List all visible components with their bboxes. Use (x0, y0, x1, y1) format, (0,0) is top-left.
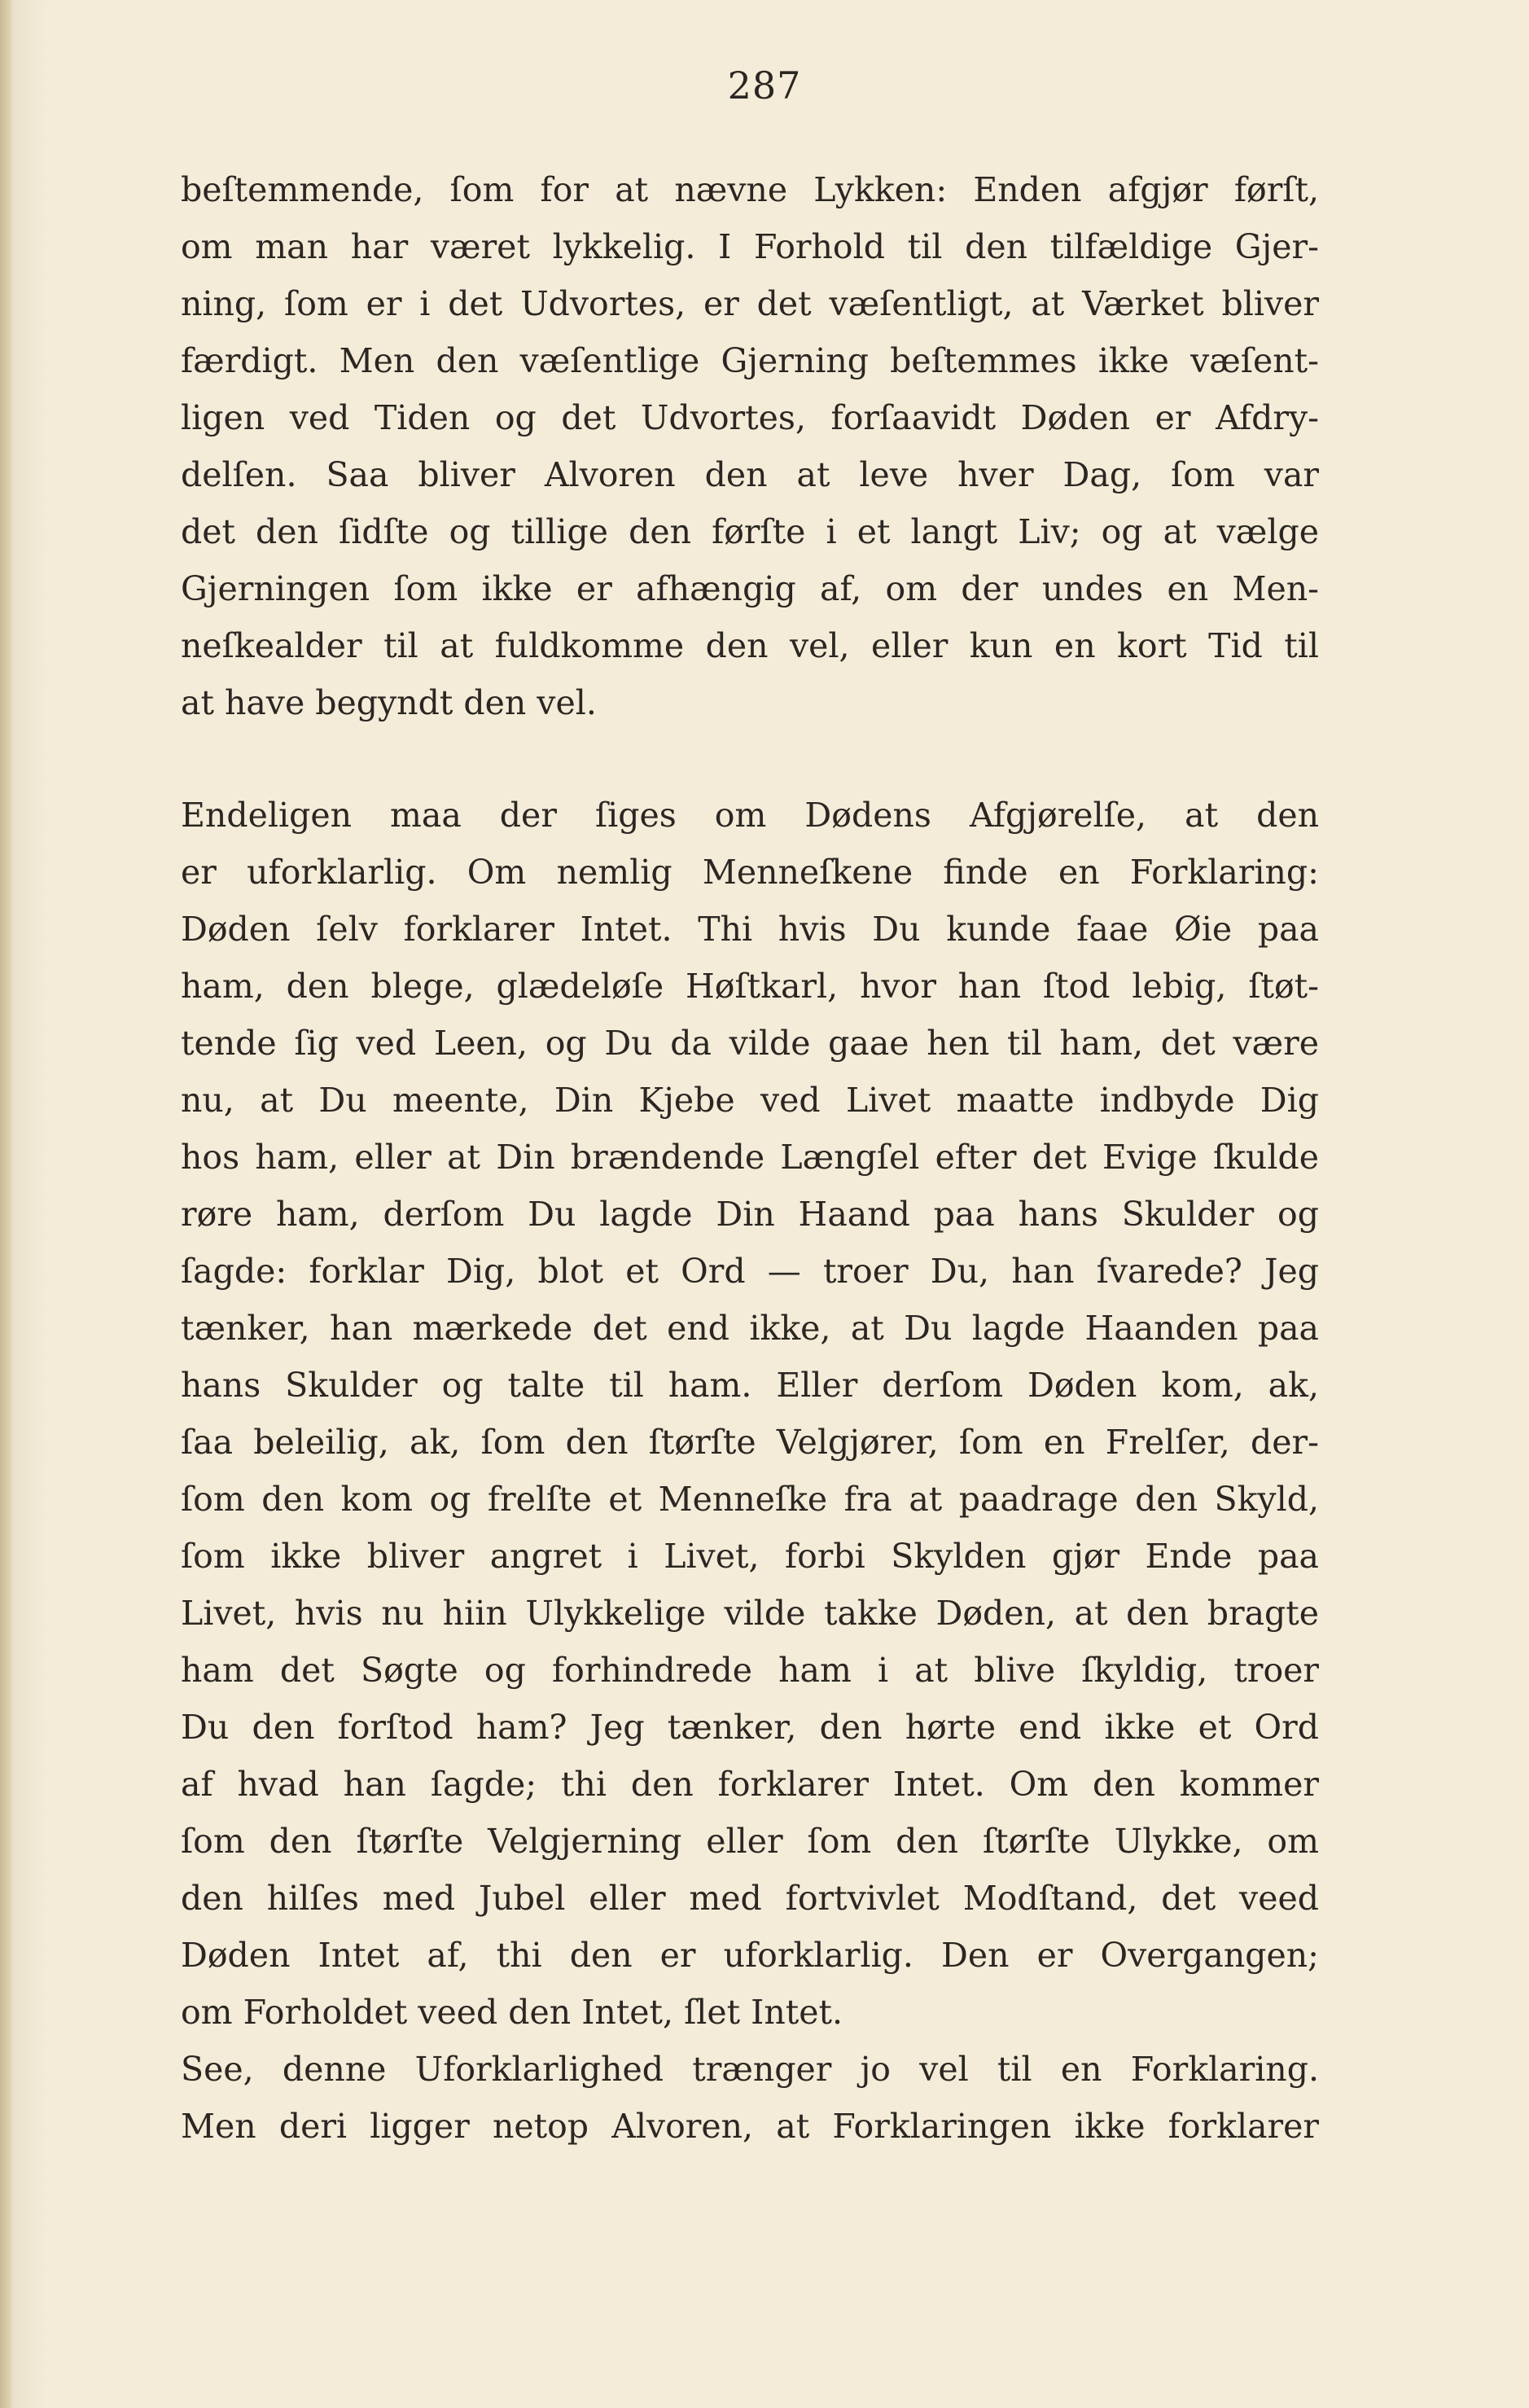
text-line: færdigt. Men den væſentlige Gjerning beſtemmes ikke væſent- (181, 341, 1319, 380)
text-line: ham det Søgte og forhindrede ham i at blive ſkyldig, troer (181, 1651, 1319, 1690)
text-line: Døden ſelv forklarer Intet. Thi hvis Du kunde faae Øie paa (181, 910, 1319, 949)
text-line: Endeligen maa der ſiges om Dødens Afgjørelſe, at den (181, 796, 1319, 835)
paragraph-3 (181, 2041, 1319, 2155)
text-line: røre ham, derſom Du lagde Din Haand paa hans Skulder og (181, 1195, 1319, 1234)
text-line: beſtemmende, ſom for at nævne Lykken: Enden afgjør førſt, (181, 170, 1319, 209)
paragraph-1 (181, 161, 1319, 731)
text-line: ſom ikke bliver angret i Livet, forbi Skylden gjør Ende paa (181, 1537, 1319, 1576)
paragraph-gap (181, 731, 1319, 787)
text-line: neſkealder til at fuldkomme den vel, eller kun en kort Tid til (181, 626, 1319, 665)
text-line: om Forholdet veed den Intet, ſlet Intet. (181, 1993, 843, 2032)
text-line: tænker, han mærkede det end ikke, at Du lagde Haanden paa (181, 1309, 1319, 1348)
text-line: den hilſes med Jubel eller med fortvivlet Modſtand, det veed (181, 1879, 1319, 1918)
text-line: ſom den kom og frelſte et Menneſke fra at paadrage den Skyld, (181, 1480, 1319, 1519)
text-line: Livet, hvis nu hiin Ulykkelige vilde takke Døden, at den bragte (181, 1594, 1319, 1633)
text-line: hos ham, eller at Din brændende Længſel efter det Evige ſkulde (181, 1138, 1319, 1177)
text-line: at have begyndt den vel. (181, 683, 597, 722)
paragraph-2 (181, 787, 1319, 2041)
text-line: ning, ſom er i det Udvortes, er det væſentligt, at Værket bliver (181, 284, 1319, 323)
text-line: ham, den blege, glædeløſe Høſtkarl, hvor han ſtod lebig, ſtøt- (181, 967, 1319, 1006)
body-text (181, 161, 1319, 2155)
text-line: nu, at Du meente, Din Kjebe ved Livet maatte indbyde Dig (181, 1081, 1319, 1120)
page-spine-edge (0, 0, 11, 2408)
text-line: ſaa beleilig, ak, ſom den ſtørſte Velgjører, ſom en Frelſer, der- (181, 1423, 1319, 1462)
text-line: ſagde: forklar Dig, blot et Ord — troer Du, han ſvarede? Jeg (181, 1252, 1319, 1291)
text-line: det den ſidſte og tillige den førſte i et langt Liv; og at vælge (181, 512, 1319, 551)
page-number: 287 (727, 64, 802, 107)
text-line: hans Skulder og talte til ham. Eller derſom Døden kom, ak, (181, 1366, 1319, 1405)
text-line: tende ſig ved Leen, og Du da vilde gaae hen til ham, det være (181, 1024, 1319, 1063)
text-line: Gjerningen ſom ikke er afhængig af, om der undes en Men- (181, 569, 1319, 608)
text-line: Døden Intet af, thi den er uforklarlig. Den er Overgangen; (181, 1936, 1319, 1975)
text-line: delſen. Saa bliver Alvoren den at leve hver Dag, ſom var (181, 455, 1319, 494)
text-line: er uforklarlig. Om nemlig Menneſkene finde en Forklaring: (181, 853, 1319, 892)
text-line: af hvad han ſagde; thi den forklarer Intet. Om den kommer (181, 1765, 1319, 1804)
text-line: om man har været lykkelig. I Forhold til den tilfældige Gjer- (181, 227, 1319, 266)
text-line: Men deri ligger netop Alvoren, at Forklaringen ikke forklarer (181, 2107, 1319, 2146)
text-line: Du den forſtod ham? Jeg tænker, den hørte end ikke et Ord (181, 1708, 1319, 1747)
text-line: ſom den ſtørſte Velgjerning eller ſom den ſtørſte Ulykke, om (181, 1822, 1319, 1861)
text-line: See, denne Uforklarlighed trænger jo vel til en Forklaring. (181, 2050, 1319, 2089)
text-line: ligen ved Tiden og det Udvortes, forſaavidt Døden er Afdry- (181, 398, 1319, 437)
